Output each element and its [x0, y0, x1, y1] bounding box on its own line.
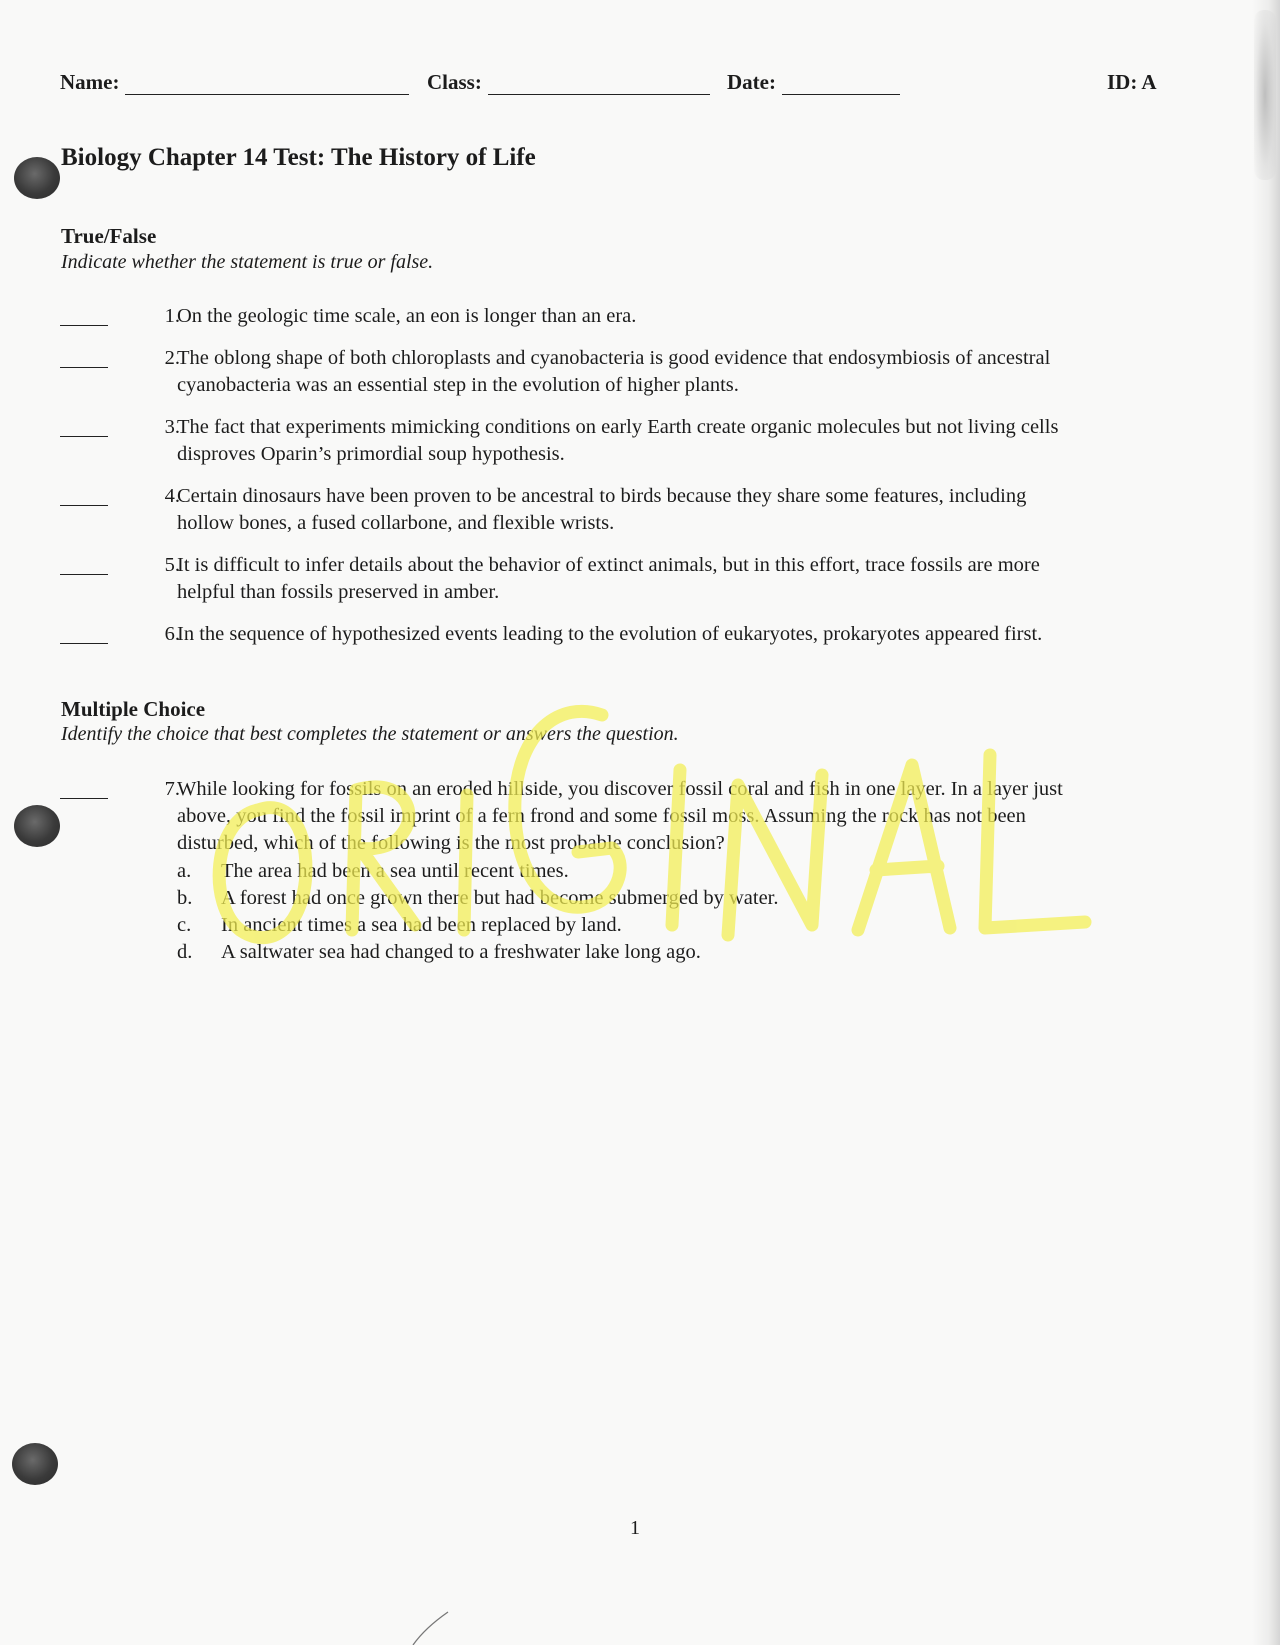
choice-letter: c.	[177, 914, 192, 936]
question-line: The oblong shape of both chloroplasts and cyanobacteria is good evidence that endosymbiosis of ancestral	[177, 347, 1051, 369]
date-field[interactable]	[727, 70, 900, 95]
answer-blank[interactable]	[60, 483, 108, 506]
question-text	[177, 414, 1252, 468]
question-text	[177, 621, 1252, 648]
answer-blank[interactable]	[60, 414, 108, 437]
question-line: disturbed, which of the following is the most probable conclusion?	[177, 832, 725, 854]
question-text	[177, 345, 1252, 399]
question-line: cyanobacteria was an essential step in the evolution of higher plants.	[177, 374, 739, 396]
multiple-choice-heading: Multiple Choice	[61, 697, 206, 721]
date-label: Date:	[727, 70, 776, 94]
question-line: hollow bones, a fused collarbone, and flexible wrists.	[177, 512, 615, 534]
question-line: The fact that experiments mimicking conditions on early Earth create organic molecules but not living cells	[177, 416, 1059, 438]
choice-c[interactable]	[177, 912, 622, 939]
answer-blank[interactable]	[60, 552, 108, 575]
choice-text: The area had been a sea until recent times.	[221, 860, 569, 882]
choice-a[interactable]	[177, 858, 569, 885]
test-id: ID: A	[1107, 70, 1157, 94]
question-number: 3.	[164, 416, 180, 438]
scan-edge-stain	[1254, 10, 1276, 180]
punch-hole-top	[14, 157, 60, 199]
punch-hole-middle	[14, 805, 60, 847]
student-info-header	[60, 70, 1170, 100]
true-false-heading: True/False	[61, 224, 157, 248]
question-text	[177, 776, 1252, 857]
question-line: It is difficult to infer details about the behavior of extinct animals, but in this effort, trace fossils are more	[177, 554, 1040, 576]
name-field[interactable]	[60, 70, 409, 95]
answer-blank[interactable]	[60, 345, 108, 368]
choice-text: A saltwater sea had changed to a freshwater lake long ago.	[221, 941, 701, 963]
question-line: Certain dinosaurs have been proven to be ancestral to birds because they share some features, including	[177, 485, 1027, 507]
class-field[interactable]	[427, 70, 710, 95]
question-number: 6.	[164, 623, 180, 645]
question-line: above, you find the fossil imprint of a fern frond and some fossil moss. Assuming the rock has not been	[177, 805, 1026, 827]
question-number: 1.	[164, 305, 180, 327]
class-blank-line[interactable]	[488, 72, 710, 95]
class-label: Class:	[427, 70, 482, 94]
scan-edge-shadow	[1252, 0, 1280, 1645]
question-text	[177, 552, 1252, 606]
question-number: 2.	[164, 347, 180, 369]
page-number: 1	[630, 1517, 640, 1539]
choice-letter: a.	[177, 860, 192, 882]
choice-letter: b.	[177, 887, 193, 909]
answer-blank[interactable]	[60, 621, 108, 644]
multiple-choice-instructions: Identify the choice that best completes the statement or answers the question.	[61, 723, 679, 745]
choice-text: A forest had once grown there but had become submerged by water.	[221, 887, 779, 909]
question-number: 5.	[164, 554, 180, 576]
question-line: helpful than fossils preserved in amber.	[177, 581, 500, 603]
choice-d[interactable]	[177, 939, 701, 966]
punch-hole-bottom	[12, 1443, 58, 1485]
question-line: In the sequence of hypothesized events leading to the evolution of eukaryotes, prokaryotes appeared first.	[177, 623, 1043, 645]
question-text	[177, 483, 1252, 537]
answer-blank[interactable]	[60, 776, 108, 799]
true-false-instructions: Indicate whether the statement is true or false.	[61, 251, 434, 273]
test-title: Biology Chapter 14 Test: The History of Life	[61, 144, 536, 171]
question-line: disproves Oparin’s primordial soup hypothesis.	[177, 443, 565, 465]
question-line: While looking for fossils on an eroded hillside, you discover fossil coral and fish in one layer. In a layer just	[177, 778, 1063, 800]
question-number: 4.	[164, 485, 180, 507]
date-blank-line[interactable]	[782, 72, 900, 95]
question-number: 7.	[164, 778, 180, 800]
choice-text: In ancient times a sea had been replaced by land.	[221, 914, 622, 936]
question-text	[177, 303, 1252, 330]
choice-b[interactable]	[177, 885, 779, 912]
choice-letter: d.	[177, 941, 193, 963]
question-line: On the geologic time scale, an eon is longer than an era.	[177, 305, 637, 327]
answer-blank[interactable]	[60, 303, 108, 326]
name-label: Name:	[60, 70, 120, 94]
name-blank-line[interactable]	[125, 72, 409, 95]
